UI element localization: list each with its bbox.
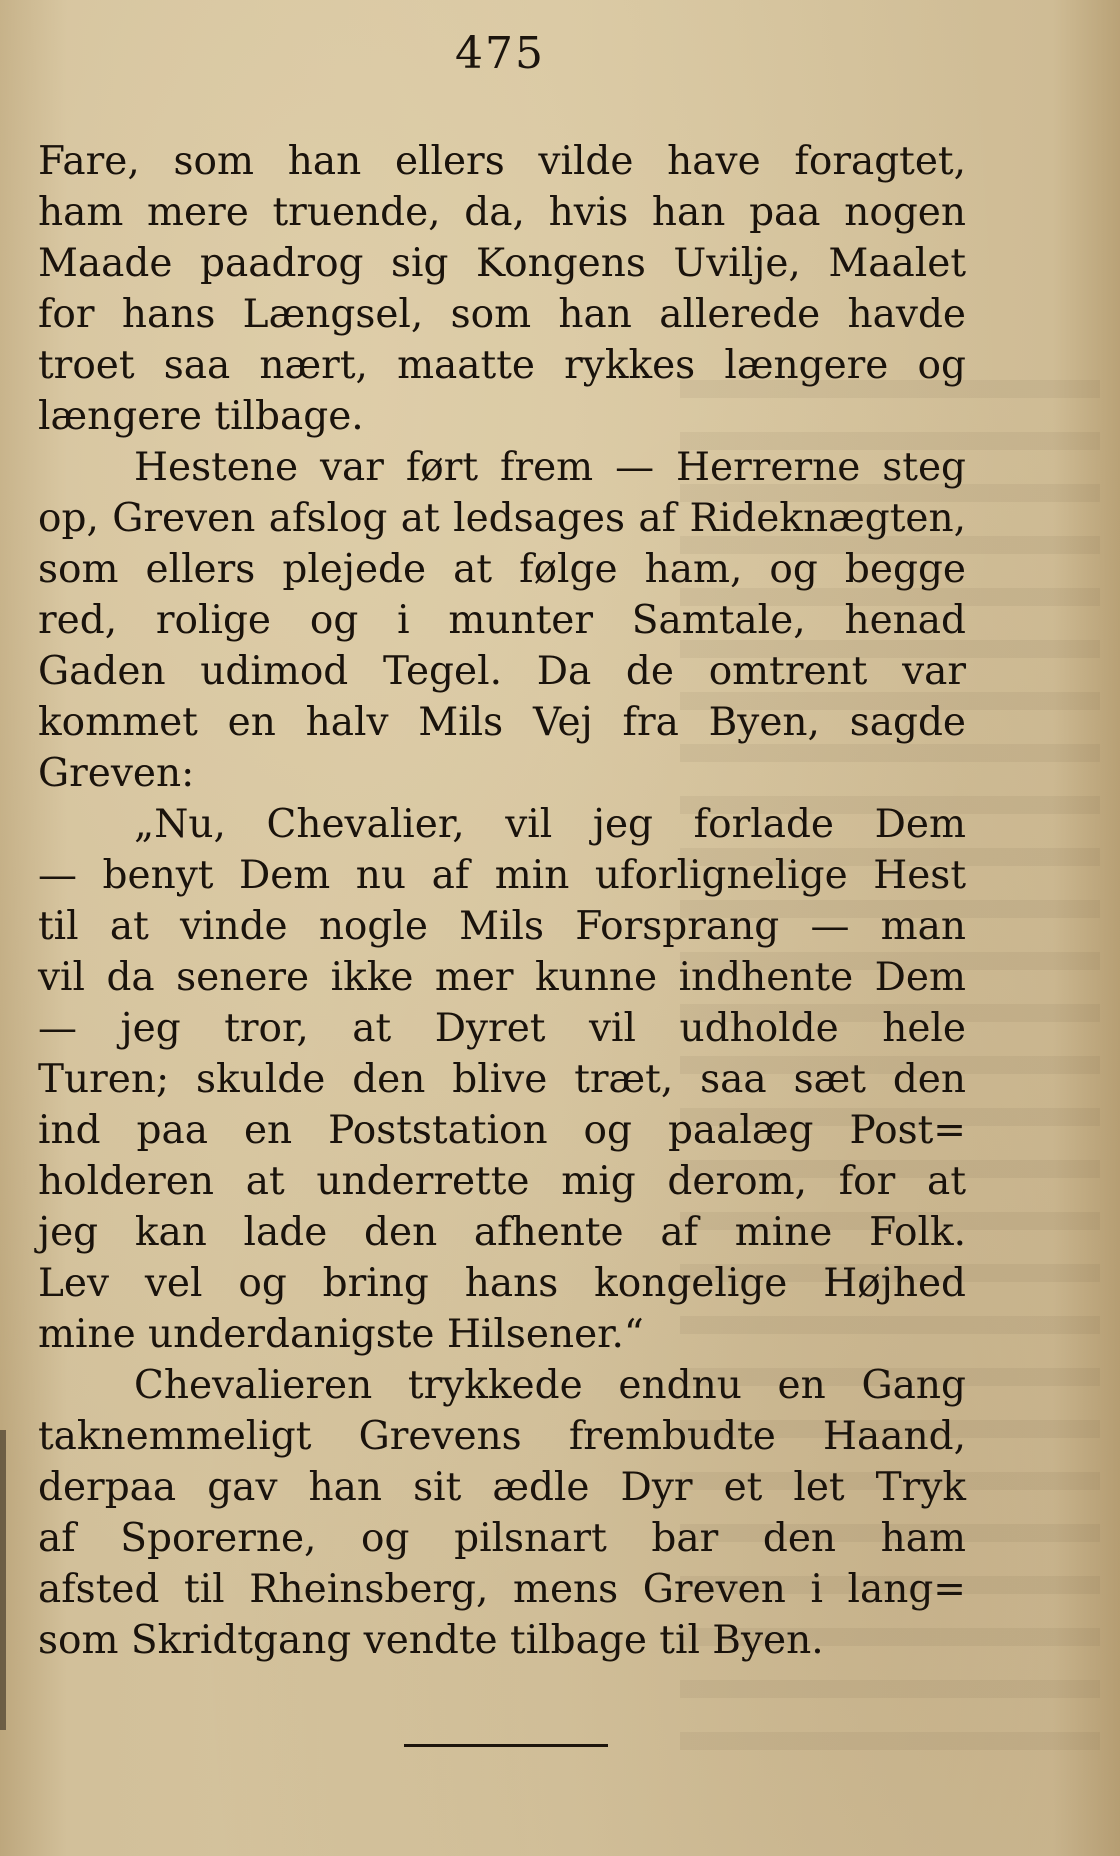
text-line: for hans Længsel, som han allerede havde [38, 292, 966, 337]
text-line: til at vinde nogle Mils Forsprang — man [38, 904, 966, 949]
text-line: troet saa nært, maatte rykkes længere og [38, 343, 966, 388]
text-line: Fare, som han ellers vilde have foragtet, [38, 139, 966, 184]
text-line: Chevalieren trykkede endnu en Gang [134, 1363, 966, 1408]
page-number: 475 [455, 28, 545, 79]
text-line: ind paa en Poststation og paalæg Post= [38, 1108, 966, 1153]
text-line: red, rolige og i munter Samtale, henad [38, 598, 966, 643]
text-line: Greven: [38, 751, 195, 796]
section-end-rule [404, 1744, 608, 1747]
text-line: taknemmeligt Grevens frembudte Haand, [38, 1414, 966, 1459]
text-line: ham mere truende, da, hvis han paa nogen [38, 190, 966, 235]
text-line: Lev vel og bring hans kongelige Højhed [38, 1261, 966, 1306]
text-line: holderen at underrette mig derom, for at [38, 1159, 966, 1204]
text-line: som Skridtgang vendte tilbage til Byen. [38, 1618, 824, 1663]
text-line: Gaden udimod Tegel. Da de omtrent var [38, 649, 966, 694]
text-line: af Sporerne, og pilsnart bar den ham [38, 1516, 966, 1561]
text-line: Hestene var ført frem — Herrerne steg [134, 445, 966, 490]
page-body [38, 136, 966, 1666]
text-line: op, Greven afslog at ledsages af Rideknægten, [38, 496, 966, 541]
text-line: vil da senere ikke mer kunne indhente Dem [38, 955, 966, 1000]
text-line: derpaa gav han sit ædle Dyr et let Tryk [38, 1465, 966, 1510]
text-line: Maade paadrog sig Kongens Uvilje, Maalet [38, 241, 966, 286]
text-line: længere tilbage. [38, 394, 364, 439]
text-line: — benyt Dem nu af min uforlignelige Hest [38, 853, 966, 898]
text-line: mine underdanigste Hilsener.“ [38, 1312, 644, 1357]
text-line: „Nu, Chevalier, vil jeg forlade Dem [134, 802, 966, 847]
text-line: jeg kan lade den afhente af mine Folk. [38, 1210, 966, 1255]
text-line: kommet en halv Mils Vej fra Byen, sagde [38, 700, 966, 745]
text-line: Turen; skulde den blive træt, saa sæt den [38, 1057, 966, 1102]
text-line: — jeg tror, at Dyret vil udholde hele [38, 1006, 966, 1051]
text-line: som ellers plejede at følge ham, og begge [38, 547, 966, 592]
text-line: afsted til Rheinsberg, mens Greven i lang= [38, 1567, 966, 1612]
page-edge-shadow [0, 1430, 6, 1730]
